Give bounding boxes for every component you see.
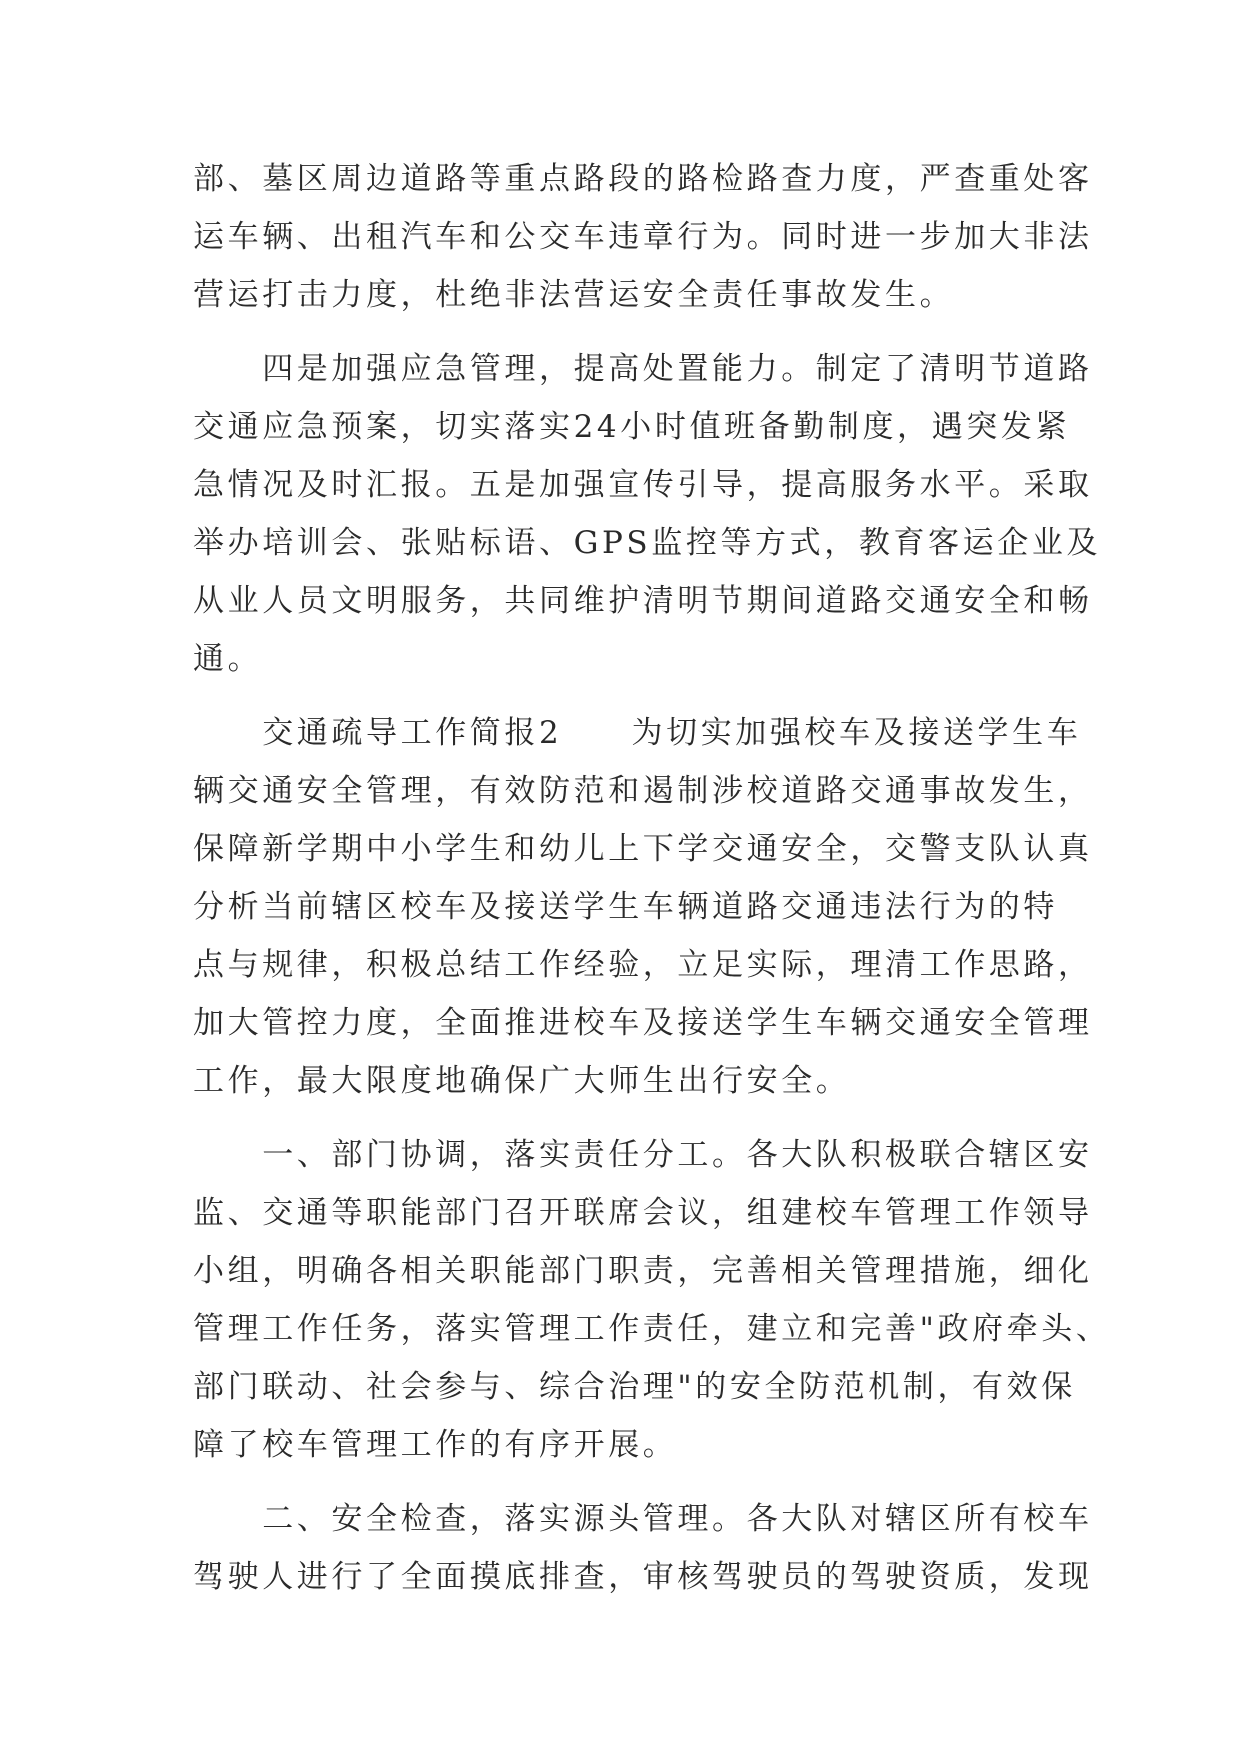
- text-line: 营运打击力度，杜绝非法营运安全责任事故发生。: [193, 277, 955, 313]
- text-line: 二、安全检查，落实源头管理。各大队对辖区所有校车: [193, 1501, 1093, 1537]
- text-line: 举办培训会、张贴标语、GPS监控等方式，教育客运企业及: [193, 525, 1102, 561]
- text-line: 从业人员文明服务，共同维护清明节期间道路交通安全和畅: [193, 583, 1093, 619]
- text-line: 交通应急预案，切实落实24小时值班备勤制度，遇突发紧: [193, 409, 1071, 445]
- text-line: 小组，明确各相关职能部门职责，完善相关管理措施，细化: [193, 1253, 1093, 1289]
- text-line: 加大管控力度，全面推进校车及接送学生车辆交通安全管理: [193, 1005, 1093, 1041]
- text-line: 驾驶人进行了全面摸底排查，审核驾驶员的驾驶资质，发现: [193, 1559, 1093, 1595]
- text-line: 运车辆、出租汽车和公交车违章行为。同时进一步加大非法: [193, 219, 1093, 255]
- text-line: 工作，最大限度地确保广大师生出行安全。: [193, 1063, 851, 1099]
- text-line: 部门联动、社会参与、综合治理"的安全防范机制，有效保: [193, 1369, 1076, 1405]
- text-line: 通。: [193, 641, 263, 677]
- text-line: 点与规律，积极总结工作经验，立足实际，理清工作思路，: [193, 947, 1093, 983]
- text-line: 辆交通安全管理，有效防范和遏制涉校道路交通事故发生，: [193, 773, 1093, 809]
- document-body: [193, 150, 1111, 1606]
- text-line: 四是加强应急管理，提高处置能力。制定了清明节道路: [193, 351, 1093, 387]
- text-line: 监、交通等职能部门召开联席会议，组建校车管理工作领导: [193, 1195, 1093, 1231]
- text-line: 交通疏导工作简报2 为切实加强校车及接送学生车: [193, 715, 1082, 751]
- text-line: 部、墓区周边道路等重点路段的路检路查力度，严查重处客: [193, 161, 1093, 197]
- text-line: 分析当前辖区校车及接送学生车辆道路交通违法行为的特: [193, 889, 1058, 925]
- text-line: 障了校车管理工作的有序开展。: [193, 1427, 678, 1463]
- text-line: 急情况及时汇报。五是加强宣传引导，提高服务水平。采取: [193, 467, 1093, 503]
- text-line: 一、部门协调，落实责任分工。各大队积极联合辖区安: [193, 1137, 1093, 1173]
- text-line: 管理工作任务，落实管理工作责任，建立和完善"政府牵头、: [193, 1311, 1111, 1347]
- text-line: 保障新学期中小学生和幼儿上下学交通安全，交警支队认真: [193, 831, 1093, 867]
